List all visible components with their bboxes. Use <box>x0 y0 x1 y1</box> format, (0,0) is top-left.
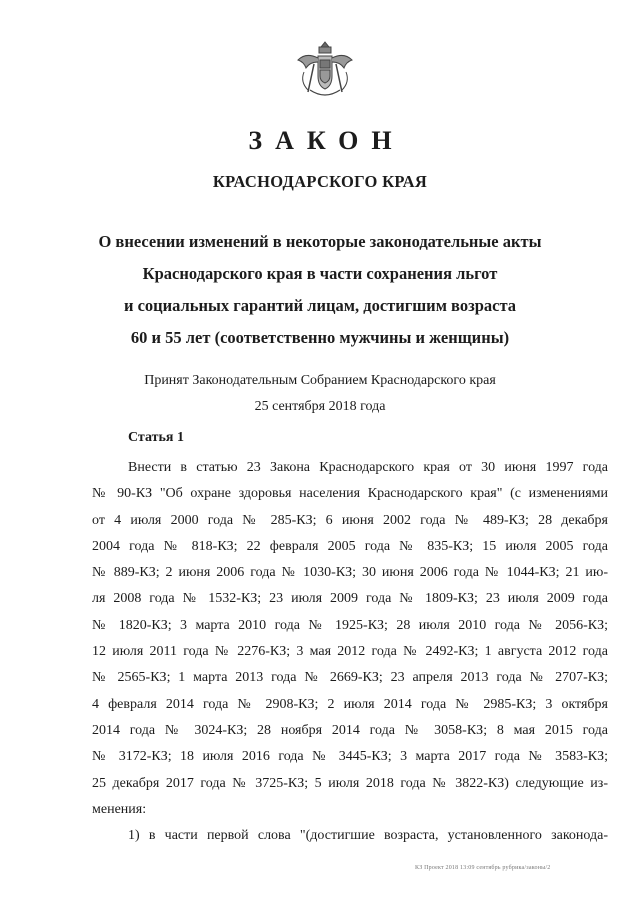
body-line: № 889-КЗ; 2 июня 2006 года № 1030-КЗ; 30 июня 2006 года № 1044-КЗ; 21 ию- <box>92 565 608 581</box>
heading-line: 60 и 55 лет (соответственно мужчины и женщины) <box>130 328 510 347</box>
adoption-line: Принят Законодательным Собранием Краснодарского края <box>144 373 496 388</box>
body-line: № 90-КЗ "Об охране здоровья населения Краснодарского края" (с изменениями <box>92 486 608 502</box>
body-line: № 1820-КЗ; 3 марта 2010 года № 1925-КЗ; 28 июля 2010 года № 2056-КЗ; <box>92 617 608 633</box>
body-line: 25 декабря 2017 года № 3725-КЗ; 5 июля 2018 года № 3822-КЗ) следующие из- <box>92 775 608 791</box>
body-line: ля 2008 года № 1532-КЗ; 23 июля 2009 года № 1809-КЗ; 23 июля 2009 года <box>92 591 608 607</box>
body-line: менения: <box>92 801 147 817</box>
coat-of-arms-emblem <box>290 38 360 104</box>
footer-note: КЗ Проект 2018 13:09 сентябрь рубрика/законы/2 <box>415 865 551 871</box>
document-title: ЗАКОН <box>248 126 405 155</box>
body-line: 4 февраля 2014 года № 2908-КЗ; 2 июля 2014 года № 2985-КЗ; 3 октября <box>92 696 608 712</box>
body-line: от 4 июля 2000 года № 285-КЗ; 6 июня 2002 года № 489-КЗ; 28 декабря <box>92 512 608 528</box>
adoption-note <box>0 368 640 420</box>
body-line: № 2565-КЗ; 1 марта 2013 года № 2669-КЗ; 23 апреля 2013 года № 2707-КЗ; <box>92 670 608 686</box>
article-title: Статья 1 <box>128 430 184 445</box>
heading-line: О внесении изменений в некоторые законодательные акты <box>98 232 542 251</box>
adoption-date: 25 сентября 2018 года <box>254 399 386 414</box>
law-heading <box>0 226 640 354</box>
heading-line: и социальных гарантий лицам, достигшим возраста <box>123 296 517 315</box>
body-line: № 3172-КЗ; 18 июля 2016 года № 3445-КЗ; 3 марта 2017 года № 3583-КЗ; <box>92 749 608 765</box>
heading-line: Краснодарского края в части сохранения льгот <box>142 264 498 283</box>
body-line: 2014 года № 3024-КЗ; 28 ноября 2014 года № 3058-КЗ; 8 мая 2015 года <box>92 722 608 738</box>
body-line: 12 июля 2011 года № 2276-КЗ; 3 мая 2012 года № 2492-КЗ; 1 августа 2012 года <box>92 644 608 660</box>
body-line: Внести в статью 23 Закона Краснодарского края от 30 июня 1997 года <box>128 460 608 475</box>
document-subtitle: КРАСНОДАРСКОГО КРАЯ <box>212 172 428 191</box>
article-body <box>92 455 608 849</box>
body-line: 1) в части первой слова "(достигшие возраста, установленного законода- <box>128 828 608 844</box>
body-line: 2004 года № 818-КЗ; 22 февраля 2005 года № 835-КЗ; 15 июля 2005 года <box>92 538 608 554</box>
